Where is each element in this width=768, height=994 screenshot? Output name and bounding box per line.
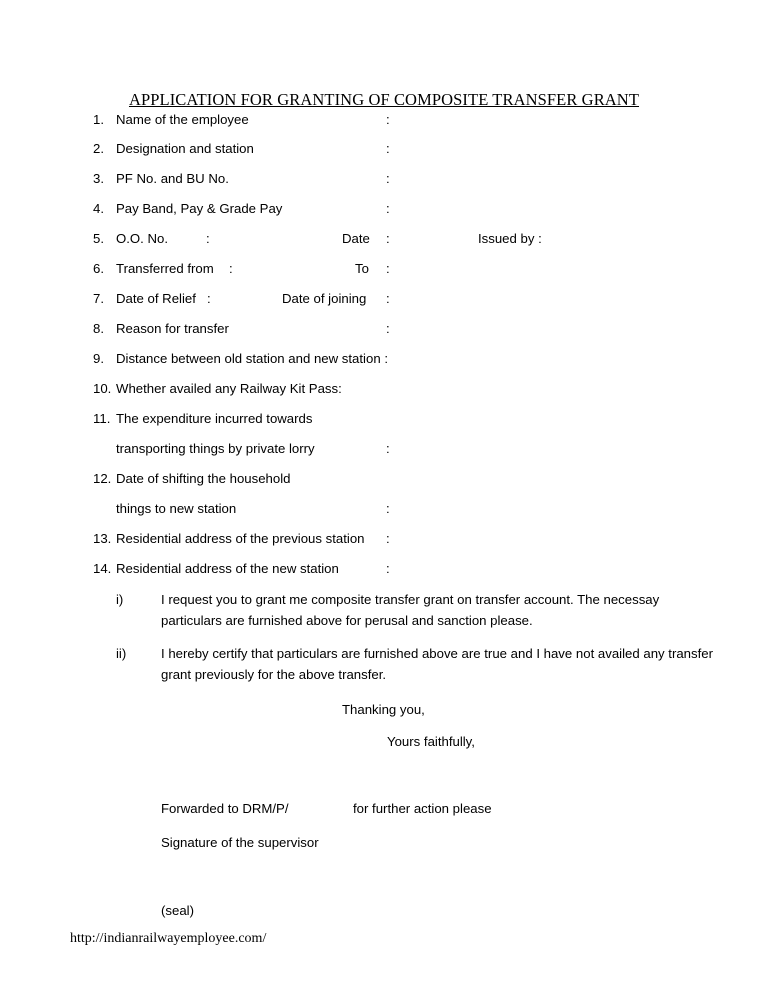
item-number: 4. (93, 201, 104, 216)
supervisor-signature-label: Signature of the supervisor (161, 835, 319, 850)
further-action-text: for further action please (353, 801, 492, 816)
item-label-date-of-relief: Date of Relief (116, 291, 196, 306)
field-colon: : (386, 201, 390, 216)
paragraph-marker: i) (116, 592, 124, 607)
footer-url: http://indianrailwayemployee.com/ (70, 931, 267, 946)
item-number: 11. (93, 411, 111, 426)
field-colon: : (386, 321, 390, 336)
item-number: 3. (93, 171, 104, 186)
item-label-designation: Designation and station (116, 141, 254, 156)
item-label-date: Date (342, 231, 370, 246)
yours-faithfully-text: Yours faithfully, (387, 734, 475, 749)
field-colon: : (386, 501, 390, 516)
item-number: 10. (93, 381, 112, 396)
item-number: 6. (93, 261, 104, 276)
field-colon: : (386, 561, 390, 576)
item-number: 8. (93, 321, 104, 336)
item-number: 1. (93, 112, 104, 127)
field-colon: : (386, 441, 390, 456)
item-label-expenditure-cont: transporting things by private lorry (116, 441, 315, 456)
item-label-previous-address: Residential address of the previous station (116, 531, 365, 546)
item-label-kit-pass: Whether availed any Railway Kit Pass: (116, 381, 342, 396)
item-label-transferred-from: Transferred from (116, 261, 214, 276)
seal-label: (seal) (161, 903, 194, 918)
field-colon: : (386, 531, 390, 546)
field-colon: : (207, 291, 211, 306)
item-label-to: To (355, 261, 369, 276)
item-label-reason: Reason for transfer (116, 321, 229, 336)
item-number: 13. (93, 531, 112, 546)
item-label-distance: Distance between old station and new station : (116, 351, 388, 366)
item-number: 7. (93, 291, 104, 306)
field-colon: : (386, 112, 390, 127)
item-number: 2. (93, 141, 104, 156)
field-colon: : (386, 291, 390, 306)
item-number: 5. (93, 231, 104, 246)
item-number: 9. (93, 351, 104, 366)
item-label-oo-number: O.O. No. (116, 231, 169, 246)
certify-paragraph: I hereby certify that particulars are furnished above are true and I have not availed any transfer grant previously for the above transfer. (161, 646, 713, 682)
paragraph-marker: ii) (116, 646, 127, 661)
field-colon: : (229, 261, 233, 276)
field-colon: : (386, 141, 390, 156)
item-label-pf-number: PF No. and BU No. (116, 171, 229, 186)
item-label-date-of-joining: Date of joining (282, 291, 367, 306)
item-label-shifting-date: Date of shifting the household (116, 471, 291, 486)
item-label-pay-band: Pay Band, Pay & Grade Pay (116, 201, 283, 216)
field-colon: : (386, 261, 390, 276)
item-number: 14. (93, 561, 112, 576)
item-label-shifting-date-cont: things to new station (116, 501, 237, 516)
item-label-new-address: Residential address of the new station (116, 561, 339, 576)
item-label-issued-by: Issued by : (478, 231, 542, 246)
form-title: APPLICATION FOR GRANTING OF COMPOSITE TRANSFER GRANT (128, 90, 640, 109)
item-number: 12. (93, 471, 112, 486)
thanking-text: Thanking you, (342, 702, 425, 717)
forwarded-to-text: Forwarded to DRM/P/ (161, 801, 289, 816)
field-colon: : (386, 171, 390, 186)
request-paragraph: I request you to grant me composite transfer grant on transfer account. The necessay particulars are furnished above for perusal and sanction please. (161, 592, 660, 628)
item-label-expenditure: The expenditure incurred towards (116, 411, 313, 426)
field-colon: : (386, 231, 390, 246)
field-colon: : (206, 231, 210, 246)
item-label-employee-name: Name of the employee (116, 112, 249, 127)
